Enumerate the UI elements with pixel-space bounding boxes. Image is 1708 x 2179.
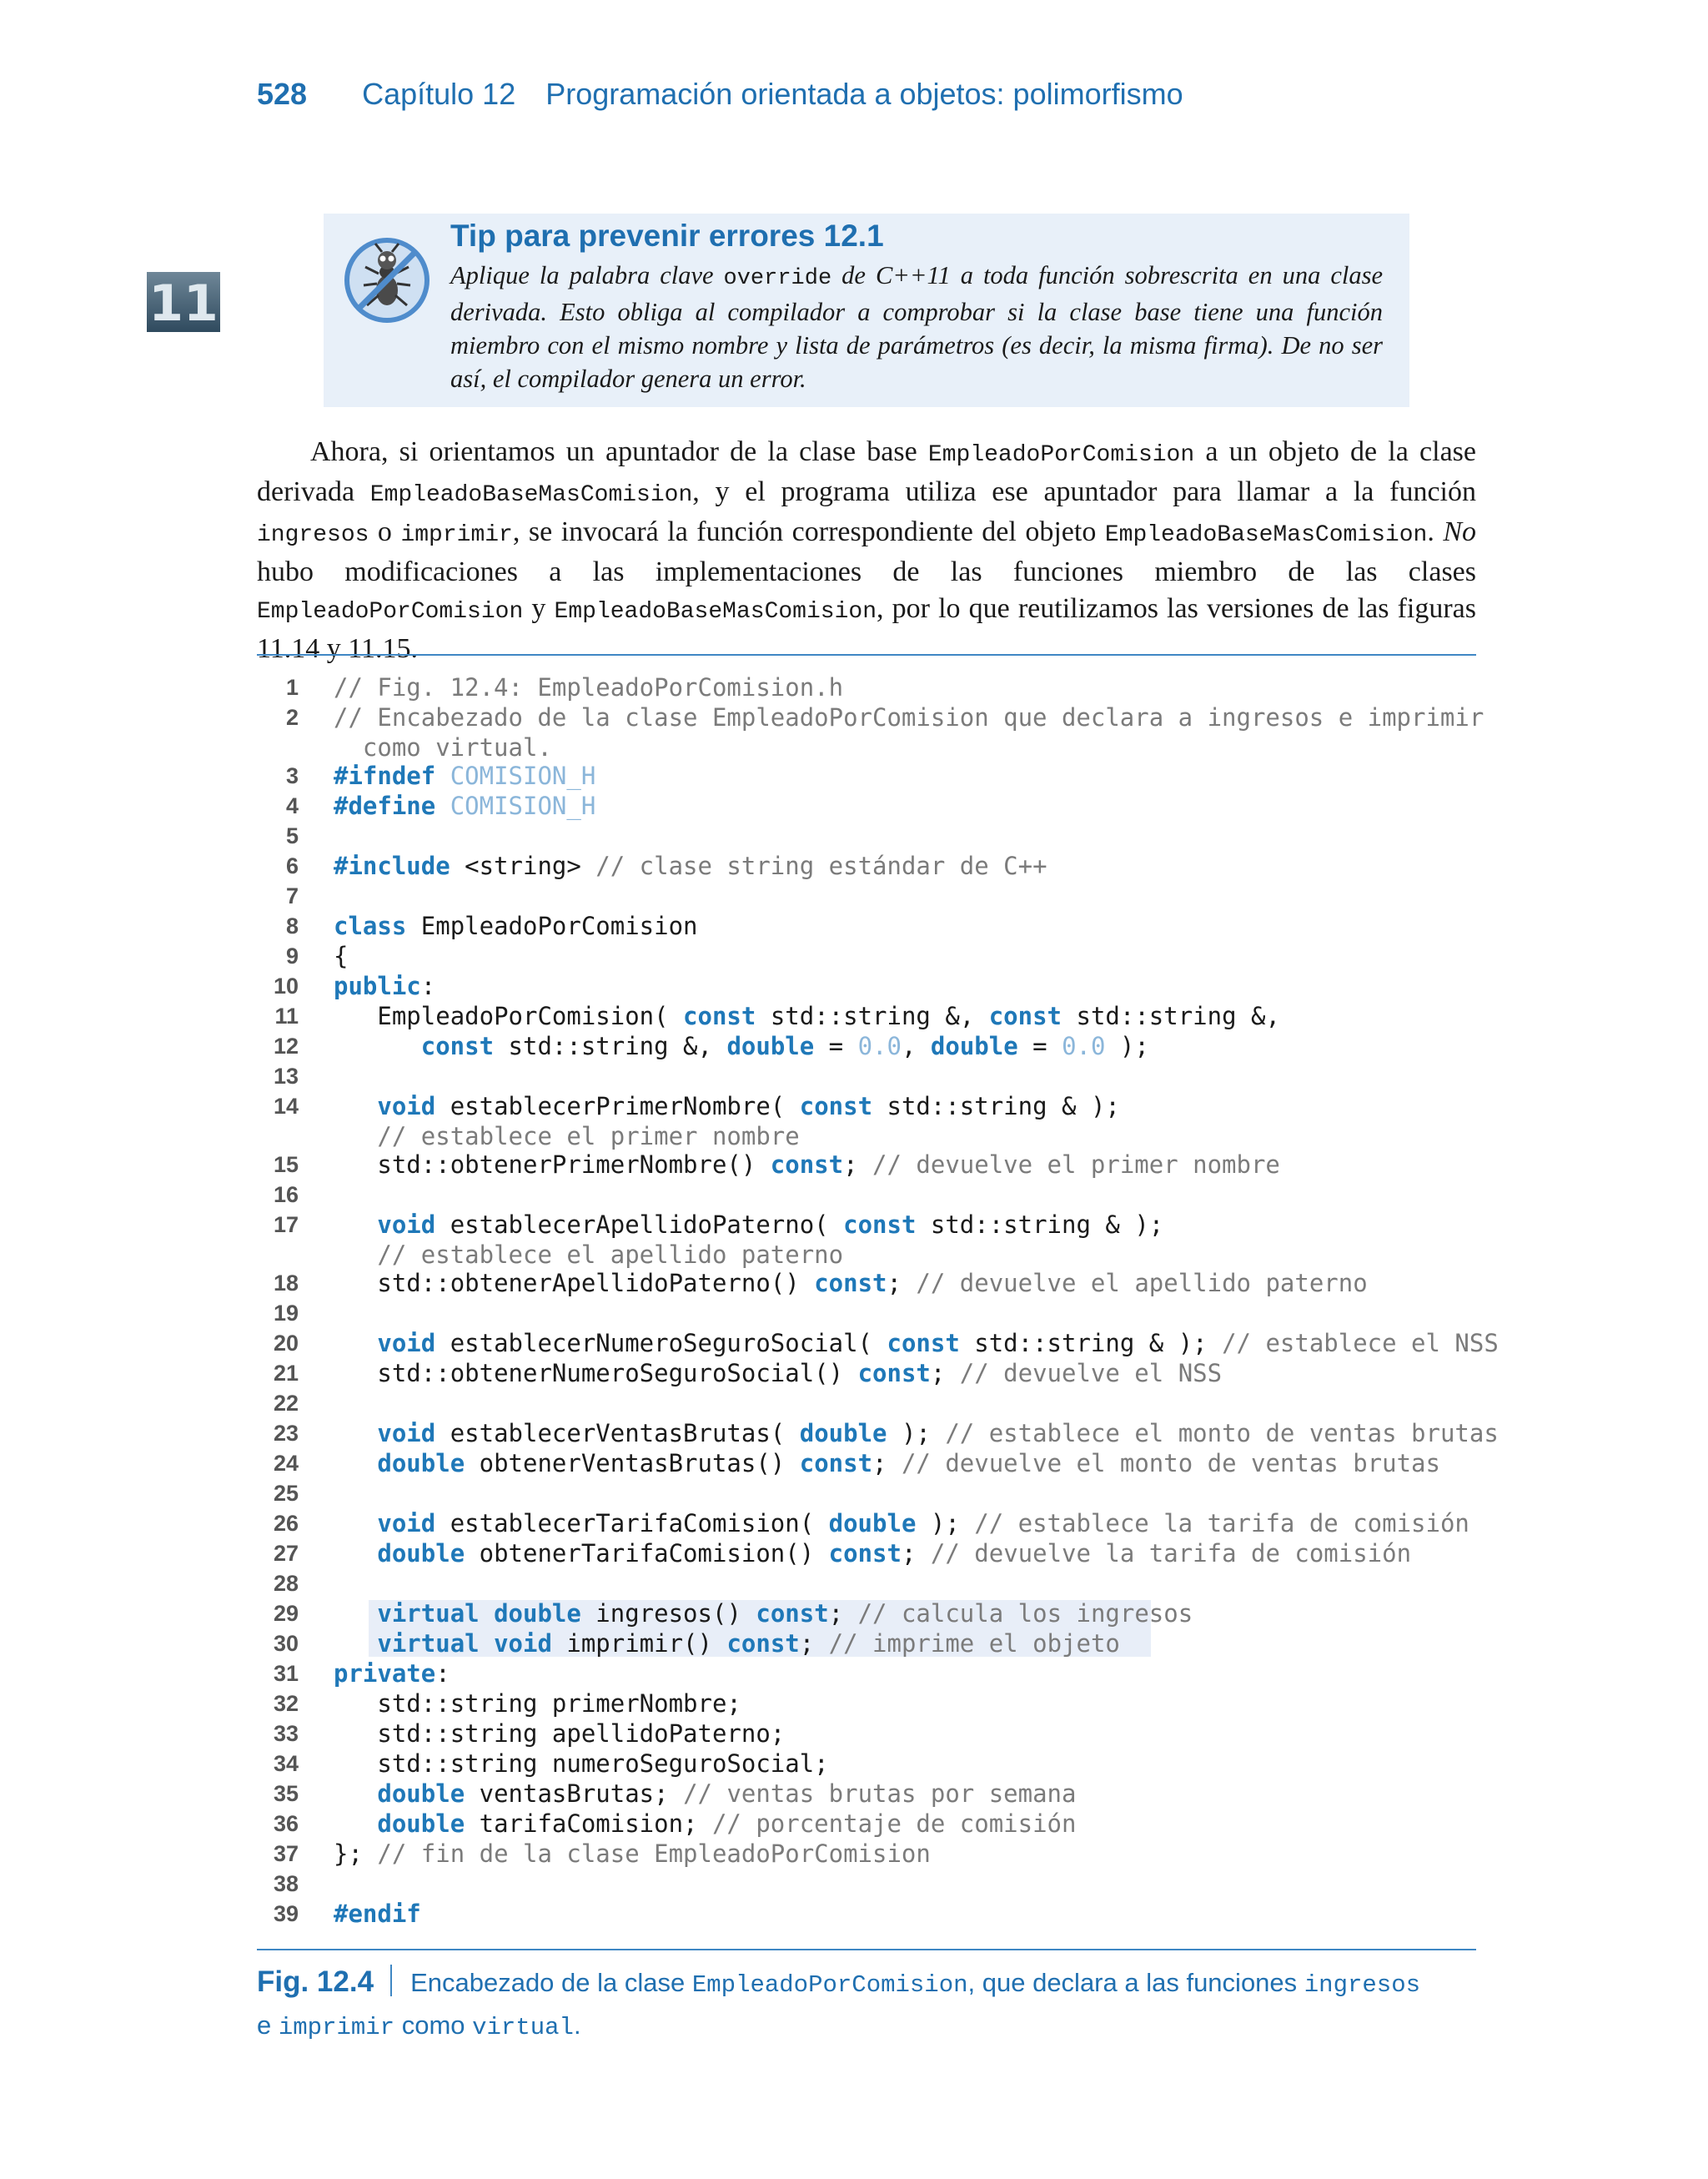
caption-divider	[390, 1965, 392, 1996]
code-line: 13	[273, 1064, 299, 1089]
code-line-highlighted: 29 virtual double ingresos() const; // calcula los ingresos	[273, 1599, 1193, 1628]
tip-code-override: override	[723, 266, 832, 291]
code-line: 5	[285, 823, 299, 848]
code-line: 17 void establecerApellidoPaterno( const std::string & );	[273, 1210, 1164, 1239]
code-line: 39 #endif	[273, 1900, 421, 1928]
code-line: 24 double obtenerVentasBrutas() const; // devuelve el monto de ventas brutas	[273, 1449, 1440, 1477]
tip-title: Tip para prevenir errores 12.1	[450, 219, 884, 253]
code-line: 21 std::obtenerNumeroSeguroSocial() const; // devuelve el NSS	[273, 1359, 1223, 1387]
ant-bug-icon	[342, 235, 432, 325]
figure-number: Fig. 12.4	[257, 1965, 374, 1998]
code-line: 18 std::obtenerApellidoPaterno() const; // devuelve el apellido paterno	[273, 1269, 1368, 1297]
tip-body: Aplique la palabra clave override de C++11 a toda función sobrescrita en una clase derivada. Esto obliga al compilador a comprobar si la clase base tiene una función miembro con el mismo nombre y lista de parámetros (es decir, la misma firma). De no ser así, el compilador genera un error.	[450, 261, 1383, 393]
code-listing	[257, 672, 1499, 1929]
code-line: 1 // Fig. 12.4: EmpleadoPorComision.h	[285, 673, 844, 702]
code-line: 23 void establecerVentasBrutas( double ); // establece el monto de ventas brutas	[273, 1419, 1499, 1447]
code-line: 14 void establecerPrimerNombre( const std::string & );	[273, 1092, 1120, 1120]
code-line: 27 double obtenerTarifaComision() const; // devuelve la tarifa de comisión	[273, 1539, 1412, 1568]
code-line: 6 #include <string> // clase string estándar de C++	[285, 852, 1047, 880]
code-line-continuation: como virtual.	[362, 733, 552, 762]
code-line: 33 std::string apellidoPaterno;	[273, 1719, 786, 1748]
code-line: 36 double tarifaComision; // porcentaje de comisión	[273, 1809, 1077, 1838]
cpp11-badge-icon	[147, 272, 220, 332]
code-line: 15 std::obtenerPrimerNombre() const; // devuelve el primer nombre	[273, 1150, 1280, 1179]
badge-text: 11	[148, 274, 219, 332]
code-line: 12 const std::string &, double = 0.0, double = 0.0 );	[273, 1032, 1149, 1060]
code-line: 10 public:	[273, 972, 436, 1000]
code-line: 2 // Encabezado de la clase EmpleadoPorComision que declara a ingresos e imprimir	[285, 703, 1484, 732]
code-line: 38	[273, 1871, 299, 1896]
chapter-label: Capítulo 12	[362, 77, 516, 111]
code-line: 3 #ifndef COMISION_H	[285, 762, 596, 790]
code-line-highlighted: 30 virtual void imprimir() const; // imprime el objeto	[257, 1628, 1476, 1658]
code-line: 11 EmpleadoPorComision( const std::string &, const std::string &,	[274, 1002, 1280, 1030]
code-line: 31 private:	[273, 1659, 450, 1688]
code-line: 16	[273, 1182, 299, 1207]
code-line: 35 double ventasBrutas; // ventas brutas por semana	[273, 1779, 1077, 1808]
code-line: 9 {	[285, 942, 349, 970]
code-line: 25	[273, 1481, 299, 1506]
code-line: 37 }; // fin de la clase EmpleadoPorComision	[273, 1839, 931, 1868]
code-line: 8 class EmpleadoPorComision	[285, 912, 698, 940]
page-number: 528	[257, 77, 308, 111]
code-line: 32 std::string primerNombre;	[273, 1689, 741, 1718]
code-line: 19	[273, 1301, 299, 1326]
body-paragraph: Ahora, si orientamos un apuntador de la clase base EmpleadoPorComision a un objeto de la clase derivada EmpleadoBaseMasComision, y el programa utiliza ese apuntador para llamar a la función ingresos o imprimir, se invocará la función correspondiente del objeto EmpleadoBaseMasComision. No hubo modificaciones a las implementaciones de las funciones miembro de las clases EmpleadoPorComision y EmpleadoBaseMasComision, por lo que reutilizamos las versiones de las figuras 11.14 y 11.15.	[257, 436, 1477, 664]
code-line: 22	[273, 1391, 299, 1416]
code-top-rule	[257, 654, 1476, 656]
figure-caption: Fig. 12.4 Encabezado de la clase EmpleadoPorComision, que declara a las funciones ingresos e imprimir como virtual.	[257, 1965, 1421, 2041]
code-line: 20 void establecerNumeroSeguroSocial( const std::string & ); // establece el NSS	[273, 1329, 1499, 1357]
code-line-continuation: // establece el primer nombre	[377, 1122, 800, 1150]
code-line: 34 std::string numeroSeguroSocial;	[273, 1749, 829, 1778]
running-header	[257, 77, 1183, 112]
code-bottom-rule	[257, 1949, 1476, 1950]
code-line-continuation: // establece el apellido paterno	[377, 1240, 844, 1269]
code-line: 4 #define COMISION_H	[285, 792, 596, 820]
code-line: 28	[273, 1571, 299, 1596]
code-line: 7	[285, 883, 299, 908]
chapter-title: Programación orientada a objetos: polimorfismo	[545, 77, 1183, 111]
code-line: 26 void establecerTarifaComision( double ); // establece la tarifa de comisión	[273, 1509, 1469, 1537]
